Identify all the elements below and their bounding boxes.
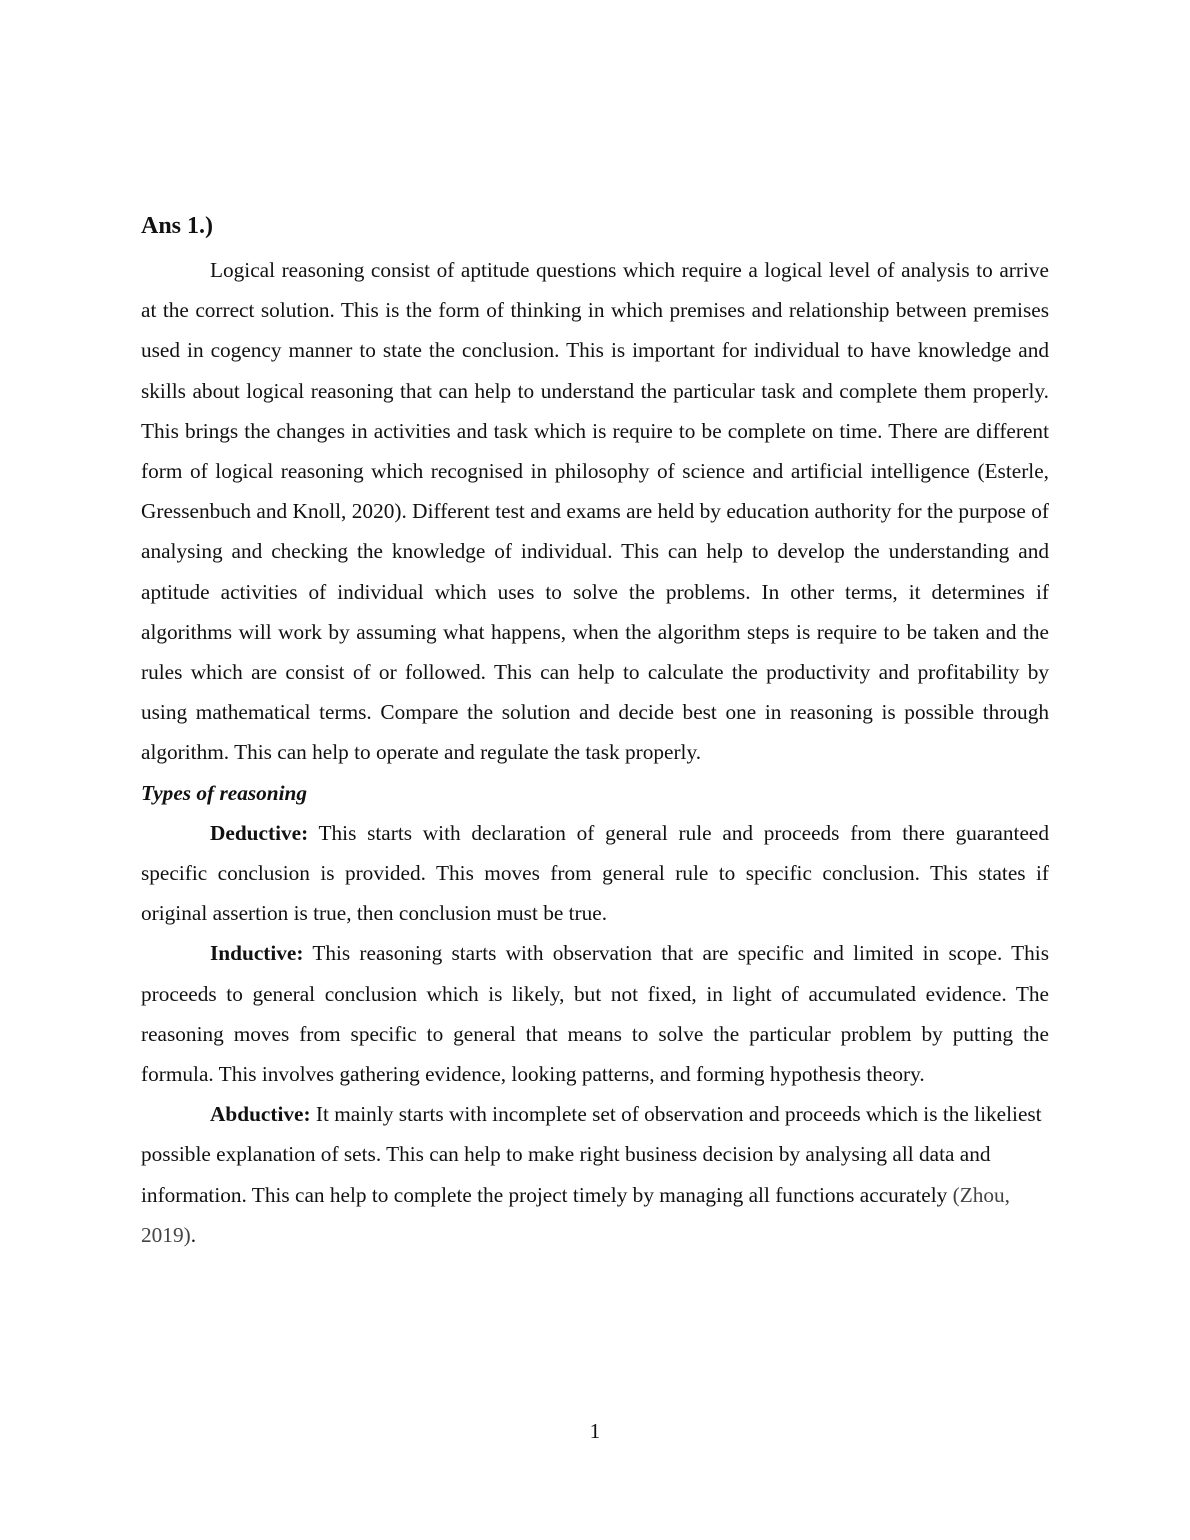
document-body [141,208,1049,1255]
deductive-text: This starts with declaration of general rule and proceeds from there guaranteed specific conclusion is provided. This moves from general rule to specific conclusion. This states if original assertion is true, then conclusion must be true. [141,820,1049,926]
intro-paragraph: Logical reasoning consist of aptitude questions which require a logical level of analysis to arrive at the correct solution. This is the form of thinking in which premises and relationship between premises used in cogency manner to state the conclusion. This is important for individual to have knowledge and skills about logical reasoning that can help to understand the particular task and complete them properly. This brings the changes in activities and task which is require to be complete on time. There are different form of logical reasoning which recognised in philosophy of science and artificial intelligence (Esterle, Gressenbuch and Knoll, 2020). Different test and exams are held by education authority for the purpose of analysing and checking the knowledge of individual. This can help to develop the understanding and aptitude activities of individual which uses to solve the problems. In other terms, it determines if algorithms will work by assuming what happens, when the algorithm steps is require to be taken and the rules which are consist of or followed. This can help to calculate the productivity and profitability by using mathematical terms. Compare the solution and decide best one in reasoning is possible through algorithm. This can help to operate and regulate the task properly. [141,258,1049,765]
deductive-paragraph [141,813,1049,934]
answer-heading: Ans 1.) [141,213,214,239]
inductive-term: Inductive: [210,941,304,966]
abductive-trailing: . [190,1222,197,1247]
types-subheading: Types of reasoning [141,780,308,805]
abductive-term: Abductive: [210,1102,311,1127]
deductive-term: Deductive: [210,820,309,845]
inductive-text: This reasoning starts with observation that are specific and limited in scope. This proceeds to general conclusion which is likely, but not fixed, in light of accumulated evidence. The reasoning moves from specific to general that means to solve the particular problem by putting the formula. This involves gathering evidence, looking patterns, and forming hypothesis theory. [141,941,1049,1087]
abductive-citation: (Zhou, 2019) [141,1182,1010,1247]
page-number: 1 [589,1419,601,1443]
inductive-paragraph [141,933,1049,1094]
abductive-paragraph [141,1094,1049,1255]
abductive-text: It mainly starts with incomplete set of observation and proceeds which is the likeliest possible explanation of sets. This can help to make right business decision by analysing all data and information. This can help to complete the project timely by managing all functions accurately [141,1102,1042,1207]
